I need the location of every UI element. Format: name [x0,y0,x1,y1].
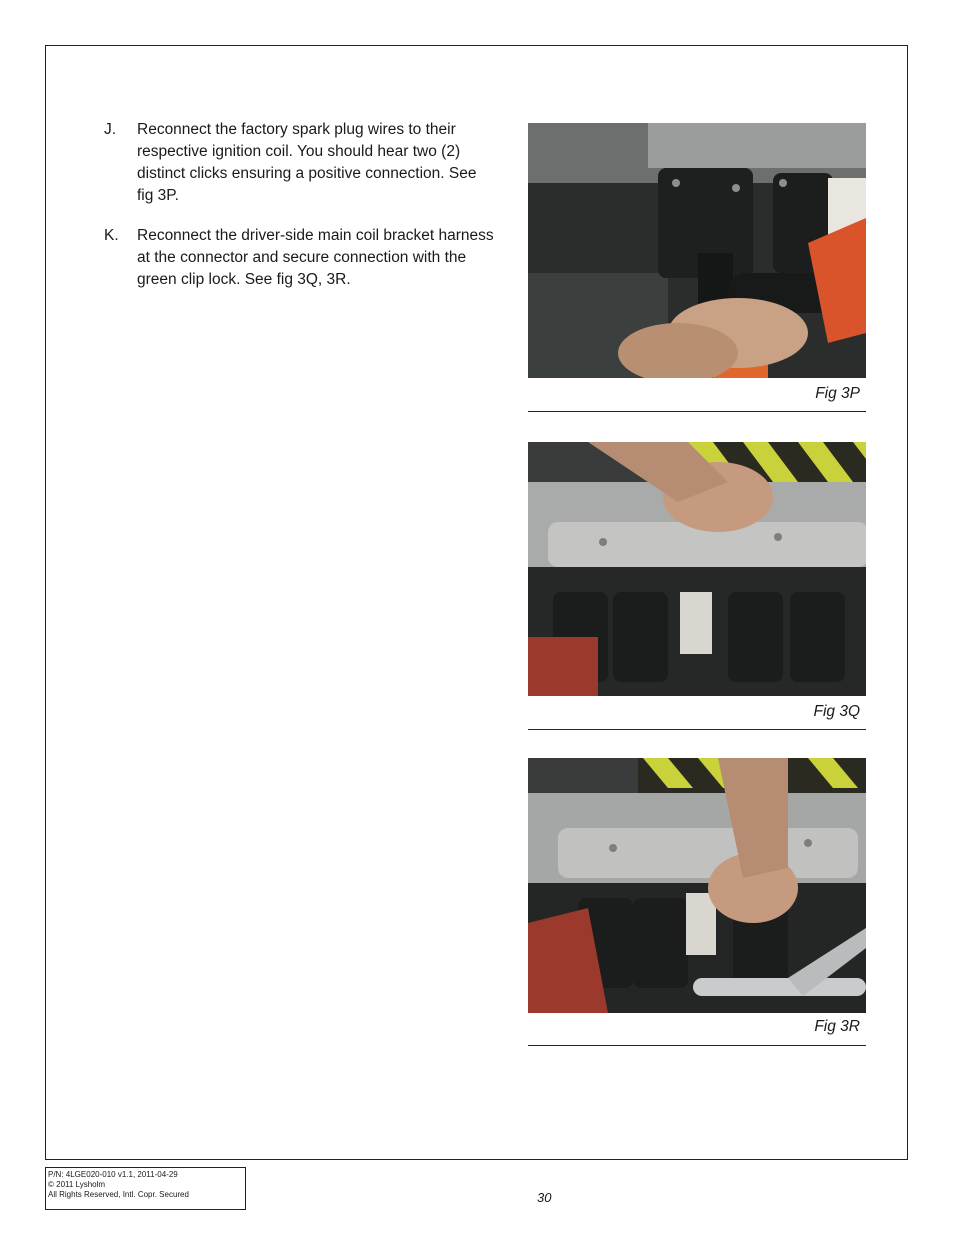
figure-3r-caption: Fig 3R [814,1018,860,1035]
figure-3p-rule [528,411,866,412]
figure-3r-photo [528,758,866,1013]
step-text: Reconnect the factory spark plug wires to their respective ignition coil. You should hear two (2) distinct clicks ensuring a positive connection. See fig 3P. [137,121,477,204]
instruction-step-k [104,225,494,291]
page-number: 30 [537,1190,552,1205]
rights-notice: All Rights Reserved, Intl. Copr. Secured [48,1190,189,1199]
step-letter: K. [104,227,119,244]
figure-3p-photo [528,123,866,378]
copyright-notice: © 2011 Lysholm [48,1180,106,1189]
footer-info-box [45,1167,246,1210]
figure-3p-caption: Fig 3P [815,385,860,402]
figure-3r-rule [528,1045,866,1046]
figure-3q-caption: Fig 3Q [813,703,860,720]
figure-3q-rule [528,729,866,730]
step-text: Reconnect the driver-side main coil bracket harness at the connector and secure connection with the green clip lock. See fig 3Q, 3R. [137,227,494,288]
figure-3q-photo [528,442,866,696]
part-number: P/N: 4LGE020-010 v1.1, 2011-04-29 [48,1170,178,1179]
step-letter: J. [104,121,117,138]
instruction-step-j [104,119,494,207]
